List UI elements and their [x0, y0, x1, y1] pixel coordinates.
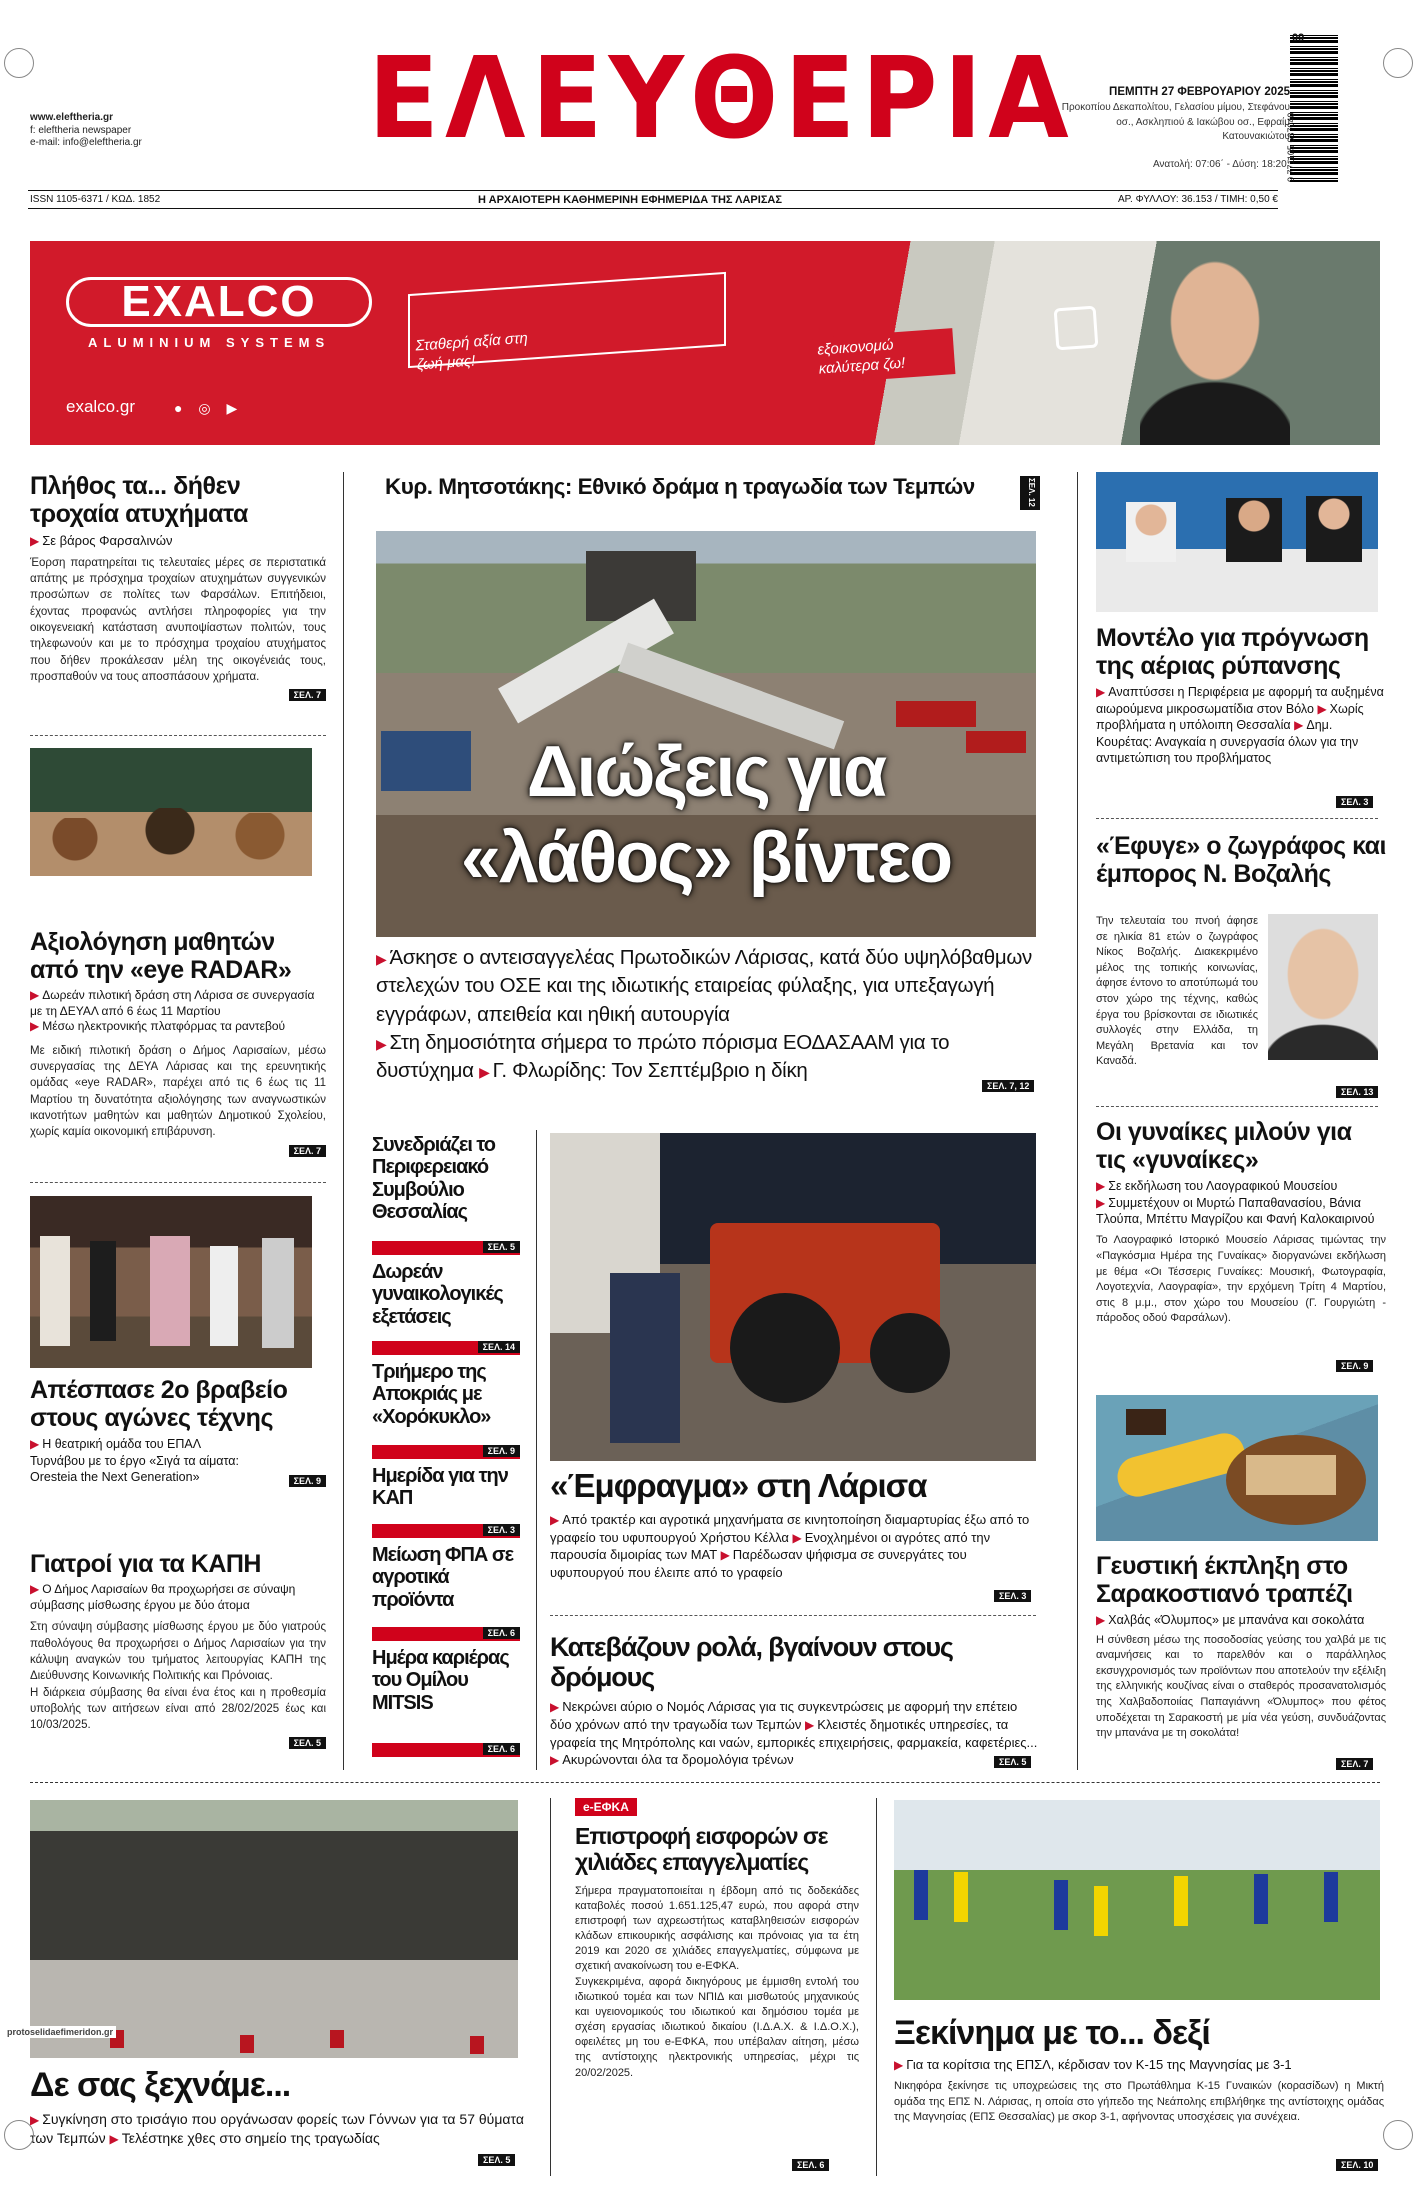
- article-title-football[interactable]: Ξεκίνημα με το... δεξί: [894, 2014, 1210, 2052]
- article-body: Συγκεκριμένα, αφορά δικηγόρους με έμμισθη εντολή του ιδιωτικού τομέα και των ΝΠΙΔ και μισθωτούς μηχανικούς και υγειονομικούς του ιδιωτικού και δημόσιου τομέα με σχέση εργασίας ιδιωτικού δικαίου (Ι.Δ.Α.Χ. & Ι.Δ.Ο.Χ.), οφειλέτες μη του e-ΕΦΚΑ, που υπέβαλαν αίτηση, μέσω της αντίστοιχης ηλεκτρονικής υπηρεσίας, μέχρι τις 20/02/2025.: [575, 1975, 859, 2079]
- press-conference-photo: [1096, 472, 1378, 612]
- article-title-memorial[interactable]: Δε σας ξεχνάμε...: [30, 2066, 291, 2104]
- facebook: f: eleftheria newspaper: [30, 124, 132, 136]
- ad-logo: EXALCO: [66, 277, 372, 327]
- page-ref: ΣΕΛ. 5: [994, 1756, 1031, 1768]
- article-pollution: [1096, 624, 1386, 766]
- article-tractors: [550, 1468, 1040, 1581]
- lead-headline-2[interactable]: «λάθος» βίντεο: [460, 818, 952, 898]
- page-ref: ΣΕΛ. 13: [1336, 1086, 1378, 1098]
- article-vozalis: [1096, 832, 1386, 888]
- left-column: [30, 472, 326, 703]
- article-body: Την τελευταία του πνοή άφησε σε ηλικία 81 ετών ο ζωγράφος Νίκος Βοζαλής. Διακεκριμένο μέλος της τοπικής κοινωνίας, άφησε έντονο το αποτύπωμά του στον χώρο της τέχνης, καθώς έργα του βρίσκονται σε ιδιωτικές συλλογές στην Ελλάδα, τη Μεγάλη Βρετανία και τον Καναδά.: [1096, 915, 1258, 1068]
- article-body: Νικηφόρα ξεκίνησε τις υποχρεώσεις της στο Πρωτάθλημα Κ-15 Γυναικών (κορασίδων) η Μικτή ομάδα της ΕΠΣ Ν. Λάρισας, η οποία στο γήπεδο της Νεάπολης επιβλήθηκε της αντίστοιχης ομάδας της Μαγνησίας (ΕΠΣ Θεσσαλίας) με σκορ 3-1, αφήνοντας υποσχέσεις για συνέχεια.: [894, 2079, 1384, 2124]
- brief-title[interactable]: Ημέρα καριέρας του Ομίλου MITSIS: [372, 1647, 509, 1714]
- ad-slogan1: Σταθερή αξία στη ζωή μας!: [414, 329, 529, 374]
- article-efka: [575, 1798, 859, 2081]
- date-box: [1052, 86, 1290, 170]
- brief-item[interactable]: [372, 1465, 520, 1544]
- barcode: [1290, 34, 1338, 182]
- page-ref: ΣΕΛ. 9: [289, 1475, 326, 1487]
- bullet: ▶ Σε εκδήλωση του Λαογραφικού Μουσείου: [1096, 1179, 1338, 1193]
- bullet: ▶ Μέσω ηλεκτρονικής πλατφόρμας τα ραντεβού: [30, 1019, 286, 1034]
- barcode-top: 09: [1292, 32, 1305, 44]
- football-photo: [894, 1800, 1380, 2000]
- page-ref: ΣΕΛ. 9: [483, 1445, 520, 1457]
- bullet: ▶ Νεκρώνει αύριο ο Νομός Λάρισας για τις συγκεντρώσεις με αφορμή την επέτειο δύο χρόνων από την τραγωδία των Τεμπών ▶ Κλειστές δημοτικές υπηρεσίες, τα γραφεία της Μητρόπολης και ναών, εμπορικές επιχειρήσεις, φαρμακεία, καφετέριες... ▶ Ακυρώνονται όλα τα δρομολόγια τρένων: [550, 1699, 1038, 1768]
- article-memorial: [30, 2066, 530, 2148]
- article-title-vozalis[interactable]: «Έφυγε» ο ζωγράφος και έμπορος Ν. Βοζαλής: [1096, 832, 1386, 888]
- page-ref: ΣΕΛ. 3: [1336, 796, 1373, 808]
- brief-list: [372, 1134, 520, 1757]
- article-title-halva[interactable]: Γευστική έκπληξη στο Σαρακοστιανό τραπέζι: [1096, 1552, 1353, 1608]
- registration-mark-bottom-right: [1383, 2120, 1413, 2150]
- lead-kicker[interactable]: Κυρ. Μητσοτάκης: Εθνικό δράμα η τραγωδία των Τεμπών: [385, 474, 975, 499]
- page-ref: ΣΕΛ. 5: [289, 1737, 326, 1749]
- bullet: ▶ Αναπτύσσει η Περιφέρεια με αφορμή τα αυξημένα αιωρούμενα μικροσωματίδια στον Βόλο ▶ Χωρίς προβλήματα η υπόλοιπη Θεσσαλία ▶ Δημ. Κουρέτας: Αναγκαία η συνεργασία όλων για την αντιμετώπιση του προβλήματος: [1096, 685, 1384, 766]
- bullet: ▶ Στη δημοσιότητα σήμερα το πρώτο πόρισμα ΕΟΔΑΣΑΑΜ για το δυστύχημα ▶ Γ. Φλωρίδης: Τον Σεπτέμβριο η δίκη: [376, 1030, 950, 1083]
- page-ref: ΣΕΛ. 5: [483, 1241, 520, 1253]
- article-title-eye-radar[interactable]: Αξιολόγηση μαθητών από την «eye RADAR»: [30, 928, 292, 984]
- page-ref: ΣΕΛ. 14: [478, 1341, 520, 1353]
- exalco-ad[interactable]: [30, 241, 1380, 445]
- lead-bullets: [376, 944, 1040, 1085]
- page-ref: ΣΕΛ. 10: [1336, 2159, 1378, 2171]
- page-ref: ΣΕΛ. 12: [1027, 478, 1036, 507]
- article-body: Με ειδική πιλοτική δράση ο Δήμος Λαρισαίων, μέσω συνεργασίας της ΔΕΥΑ Λάρισας και της ερευνητικής ομάδας «eye RADAR», παρέχει από τις 6 έως τις 11 Μαρτίου τη δυνατότητα αξιολόγησης των αναγνωστικών ικανοτήτων μαθητών και μαθητών Δημοτικού Σχολείου, χωρίς καμία οικονομική επιβάρυνση.: [30, 1044, 326, 1139]
- article-halva: [1096, 1552, 1386, 1742]
- bullet: ▶ Ο Δήμος Λαρισαίων θα προχωρήσει σε σύναψη σύμβασης μίσθωσης έργου με δύο άτομα: [30, 1582, 296, 1612]
- tagline: Η ΑΡΧΑΙΟΤΕΡΗ ΚΑΘΗΜΕΡΙΝΗ ΕΦΗΜΕΡΙΔΑ ΤΗΣ ΛΑΡΙΣΑΣ: [478, 194, 782, 206]
- article-body: Η σύνθεση μέσω της ποσοδοσίας γεύσης του χαλβά με τις αναμνήσεις και το παρελθόν και ο παράλληλος εκσυγχρονισμός των προϊόντων που αποτελούν την εξέλιξη της ελληνικής κουζίνας είναι ο σταθερός προσανατολισμός της Χαλβαδοποιίας Παπαγιάννη «Όλυμπος» που φέτος υποδέχεται τη Σαρακοστή με μία νέα γεύση, συνδυάζοντας την μπανάνα με τη σοκολάτα!: [1096, 1633, 1386, 1740]
- tractor-protest-photo: [550, 1133, 1036, 1461]
- bullet: ▶ Η θεατρική ομάδα του ΕΠΑΛ Τυρνάβου με το έργο «Σιγά τα αίματα: Oresteia the Next Generation»: [30, 1437, 239, 1484]
- ad-slogan2: εξοικονομώ καλύτερα ζω!: [813, 328, 956, 383]
- social-icons[interactable]: ● ◎ ▶: [174, 400, 244, 416]
- article-body: Η διάρκεια σύμβασης θα είναι ένα έτος και η προθεσμία υποβολής των αιτήσεων είναι από 28/02/2025 έως και 10/03/2025.: [30, 1686, 326, 1732]
- issue-number-price: ΑΡ. ΦΥΛΛΟΥ: 36.153 / ΤΙΜΗ: 0,50 €: [1117, 194, 1278, 205]
- ad-url[interactable]: exalco.gr: [66, 397, 135, 416]
- article-body: Σήμερα πραγματοποιείται η έβδομη από τις δοδεκάδες καταβολές ποσού 1.651.125,47 ευρώ, που αφορά στην επιστροφή των αχρεωστήτως καταβληθεισών εισφορών κλάδων επικουρικής ασφάλισης και πρόνοιας για τα έτη 2019 και 2020 σε χιλιάδες επαγγελματίες, σύμφωνα με σχετική ανακοίνωση του e-ΕΦΚΑ.: [575, 1884, 859, 1973]
- ad-person: [1140, 251, 1290, 445]
- article-art-award: [30, 1376, 326, 1489]
- theater-photo: [30, 1196, 312, 1368]
- brief-item[interactable]: [372, 1134, 520, 1261]
- article-title-efka[interactable]: Επιστροφή εισφορών σε χιλιάδες επαγγελματίες: [575, 1823, 828, 1875]
- bullet: ▶ Άσκησε ο αντεισαγγελέας Πρωτοδικών Λάρισας, κατά δύο υψηλόβαθμων στελεχών του ΟΣΕ και της ιδιωτικής εταιρείας φύλαξης, για υπεξαγωγή εγγράφων, απειθεία και ηθική αυτουργία: [376, 946, 1033, 1026]
- house-icon: [1054, 306, 1099, 351]
- email[interactable]: e-mail: info@eleftheria.gr: [30, 137, 142, 148]
- website[interactable]: www.eleftheria.gr: [30, 112, 113, 123]
- article-title-art-award[interactable]: Απέσπασε 2ο βραβείο στους αγώνες τέχνης: [30, 1376, 288, 1432]
- article-title-pollution[interactable]: Μοντέλο για πρόγνωση της αέριας ρύπανσης: [1096, 624, 1369, 680]
- page-ref: ΣΕΛ. 5: [478, 2154, 515, 2166]
- portrait-photo: [1268, 914, 1378, 1060]
- lead-headline-1[interactable]: Διώξεις για: [526, 732, 886, 812]
- bullet: ▶ Για τα κορίτσια της ΕΠΣΛ, κέρδισαν τον Κ-15 της Μαγνησίας με 3-1: [894, 2057, 1292, 2073]
- page-ref: ΣΕΛ. 6: [483, 1743, 520, 1755]
- issue-date: ΠΕΜΠΤΗ 27 ΦΕΒΡΟΥΑΡΙΟΥ 2025: [1109, 86, 1290, 98]
- bullet: ▶ Από τρακτέρ και αγροτικά μηχανήματα σε κινητοποίηση διαμαρτυρίας έξω από το γραφείο του υφυπουργού Χρήστου Κέλλα ▶ Ενοχλημένοι οι αγρότες από την παρουσία διμοιρίας των ΜΑΤ ▶ Παρέδωσαν ψήφισμα σε συνεργάτες του υφυπουργού που έλειπε από το γραφείο: [550, 1511, 1030, 1580]
- brief-title[interactable]: Ημερίδα για την ΚΑΠ: [372, 1465, 508, 1510]
- article-title-kapi[interactable]: Γιατροί για τα ΚΑΠΗ: [30, 1550, 261, 1578]
- brief-title[interactable]: Δωρεάν γυναικολογικές εξετάσεις: [372, 1261, 503, 1328]
- page-ref: ΣΕΛ. 6: [483, 1627, 520, 1639]
- page-ref: ΣΕΛ. 7: [1336, 1758, 1373, 1770]
- brief-title[interactable]: Τριήμερο της Αποκριάς με «Χορόκυκλο»: [372, 1361, 491, 1428]
- article-body: Έορση παρατηρείται τις τελευταίες μέρες σε περιστατικά απάτης με πρόσχημα τροχαίων ατυχημάτων συγγενικών προσώπων σε πολίτες των Φαρσάλων. Επιτήδειοι, έχοντας προφανώς αντλήσει πληροφορίες για την οικογενειακή κατάσταση ανυποψίαστων πολιτών, τους τηλεφωνούν και με το πρόσχημα τροχαίου ατυχήματος που δήθεν προκάλεσαν μέλη της οικογένειάς τους, προσπαθούν να τους αποσπάσουν χρήματα.: [30, 556, 326, 683]
- classroom-photo: [30, 748, 312, 876]
- name-days: Προκοπίου Δεκαπολίτου, Γελασίου μίμου, Στεφάνου οσ., Ασκληπιού & Ιακώβου οσ., Εφραίμ Κατουνακιώτου: [1061, 102, 1290, 142]
- registration-mark-bottom-left: [4, 2120, 34, 2150]
- bullet: ▶ Συμμετέχουν οι Μυρτώ Παπαθανασίου, Βάνια Τλούπα, Μπέττυ Μαγρίζου και Φανή Καλοκαιρινού: [1096, 1195, 1375, 1227]
- article-kapi: [30, 1550, 326, 1751]
- bullet: ▶ Δωρεάν πιλοτική δράση στη Λάρισα σε συνεργασία με τη ΔΕΥΑΛ από 6 έως 11 Μαρτίου: [30, 988, 315, 1018]
- masthead: [0, 0, 1417, 210]
- brief-title[interactable]: Συνεδριάζει το Περιφερειακό Συμβούλιο Θεσσαλίας: [372, 1134, 496, 1224]
- masthead-contacts: [30, 112, 142, 150]
- registration-mark-right: [1383, 48, 1413, 78]
- page-ref: ΣΕΛ. 7, 12: [982, 1080, 1034, 1092]
- article-football: [894, 2014, 1384, 2126]
- article-title-tractors[interactable]: «Έμφραγμα» στη Λάρισα: [550, 1467, 927, 1504]
- article-title-women[interactable]: Οι γυναίκες μιλούν για τις «γυναίκες»: [1096, 1118, 1352, 1174]
- article-title-fake-accidents[interactable]: Πλήθος τα... δήθεν τροχαία ατυχήματα: [30, 472, 248, 528]
- newspaper-logo: ΕΛΕΥΘΕΡΙΑ: [368, 32, 1075, 164]
- barcode-number: 9 771105 637040: [1286, 112, 1296, 182]
- brief-item[interactable]: [372, 1544, 520, 1647]
- page-ref: ΣΕΛ. 3: [994, 1590, 1031, 1602]
- article-eye-radar: [30, 928, 326, 1159]
- page-ref: ΣΕΛ. 9: [1336, 1360, 1373, 1372]
- article-title-strike[interactable]: Κατεβάζουν ρολά, βγαίνουν στους δρόμους: [550, 1632, 953, 1693]
- article-body: Στη σύναψη σύμβασης μίσθωσης έργου με δύο γιατρούς παθολόγους θα προχωρήσει ο Δήμος Λαρισαίων για την κάλυψη αναγκών του τμήματος λειτουργίας ΚΑΠΗ της Διεύθυνσης Κοινωνικής Πολιτικής και Πρόνοιας.: [30, 1621, 326, 1683]
- brief-item[interactable]: [372, 1261, 520, 1361]
- article-women: [1096, 1118, 1386, 1327]
- page-ref: ΣΕΛ. 3: [483, 1524, 520, 1536]
- brief-item[interactable]: [372, 1361, 520, 1465]
- bullet: ▶ Συγκίνηση στο τρισάγιο που οργάνωσαν φορείς των Γόννων για τα 57 θύματα των Τεμπών ▶ Τελέστηκε χθες στο σημείο της τραγωδίας: [30, 2111, 524, 2146]
- issn: ISSN 1105-6371 / ΚΩΔ. 1852: [30, 194, 161, 205]
- ad-tagline: ALUMINIUM SYSTEMS: [88, 335, 331, 350]
- sunrise-sunset: Ανατολή: 07:06΄ - Δύση: 18:20΄: [1152, 158, 1290, 170]
- memorial-photo: [30, 1800, 518, 2058]
- halva-photo: [1096, 1395, 1378, 1541]
- brief-title[interactable]: Μείωση ΦΠΑ σε αγροτικά προϊόντα: [372, 1544, 514, 1611]
- article-subtitle: ▶ Σε βάρος Φαρσαλινών: [30, 533, 173, 548]
- watermark: protoselidaefimeridon.gr: [4, 2026, 116, 2038]
- bullet: ▶ Χαλβάς «Όλυμπος» με μπανάνα και σοκολάτα: [1096, 1613, 1365, 1627]
- article-strike: [550, 1632, 1040, 1769]
- registration-mark-left: [4, 48, 34, 78]
- article-body: Το Λαογραφικό Ιστορικό Μουσείο Λάρισας τιμώντας την «Παγκόσμια Ημέρα της Γυναίκας» διοργανώνει εκδήλωση με θέμα «Οι Τέσσερις Γυναίκες: Μουσική, Φωτογραφία, Λογοτεχνία, Λαογραφία», την ερχόμενη Τρίτη 4 Μαρτίου, στις 8 μ.μ., στον χώρο του Μουσείου (Γ. Γουργιώτη - πάροδος οδού Φαρσάλων).: [1096, 1234, 1386, 1325]
- page-ref: ΣΕΛ. 6: [792, 2159, 829, 2171]
- page-ref: ΣΕΛ. 7: [289, 1145, 326, 1157]
- category-tag: e-ΕΦΚΑ: [575, 1798, 637, 1816]
- page-ref: ΣΕΛ. 7: [289, 689, 326, 701]
- brief-item[interactable]: [372, 1647, 520, 1757]
